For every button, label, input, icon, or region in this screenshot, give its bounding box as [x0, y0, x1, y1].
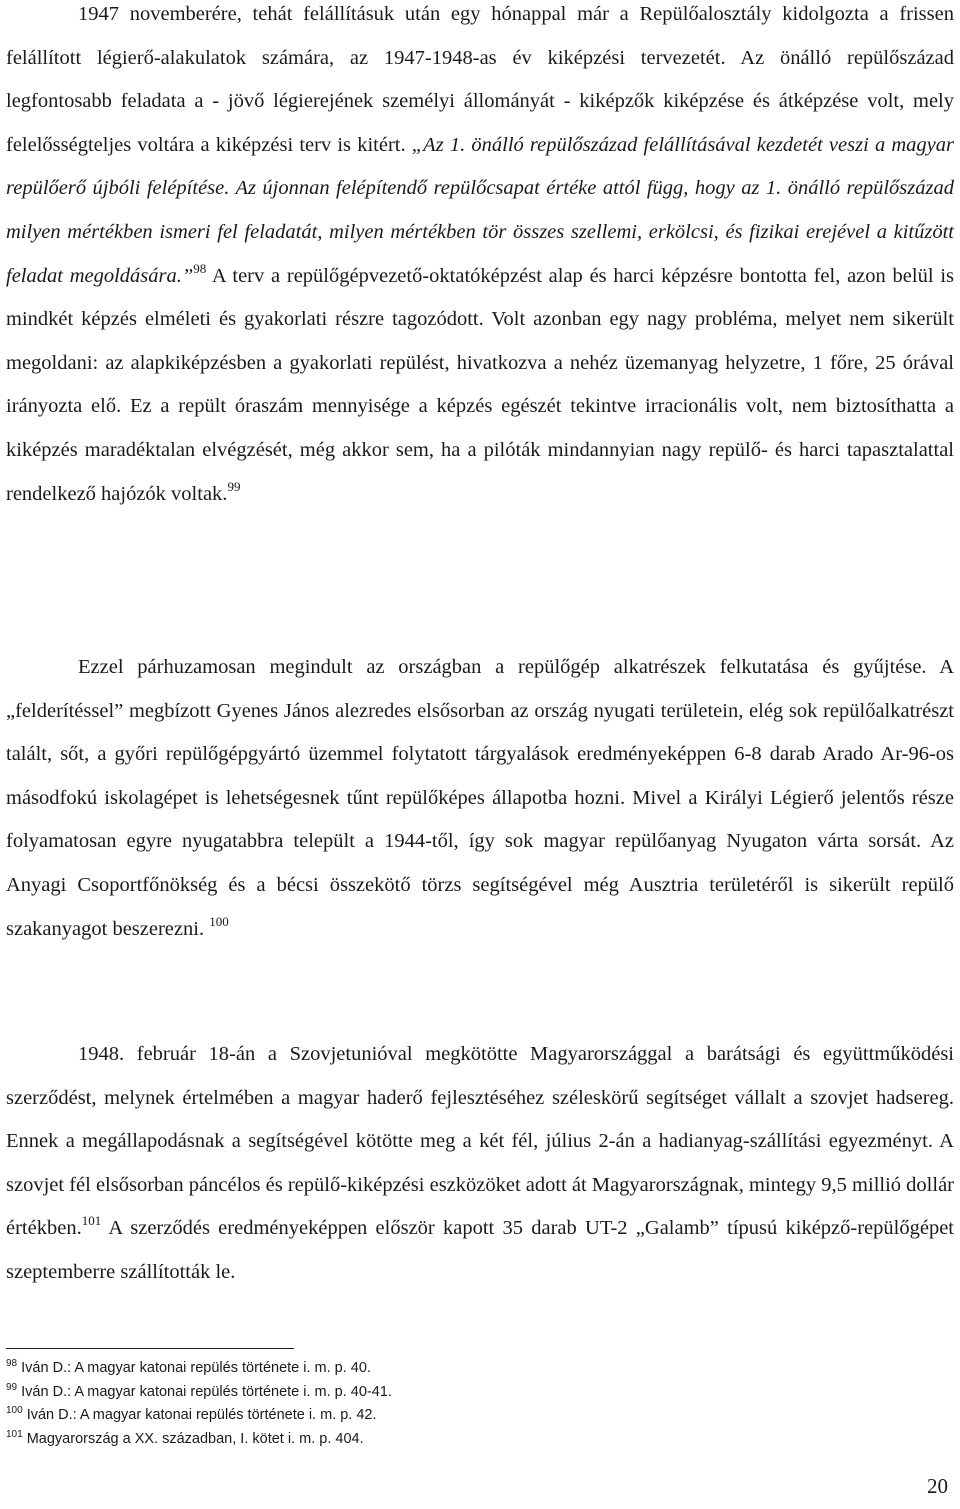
footnote-number: 98: [6, 1358, 18, 1369]
page-number: 20: [927, 1474, 948, 1498]
footnote-ref-99[interactable]: 99: [227, 478, 241, 494]
body-paragraph-3: [6, 1033, 954, 1295]
footnote-text: Iván D.: A magyar katonai repülés története i. m. p. 40.: [21, 1360, 371, 1376]
body-paragraph-1: [6, 0, 954, 516]
footnote-text: Iván D.: A magyar katonai repülés története i. m. p. 42.: [26, 1407, 377, 1423]
footnote-separator: [6, 1348, 294, 1349]
footnote-ref-101[interactable]: 101: [81, 1213, 102, 1229]
paragraph-1-quote: „Az 1. önálló repülőszázad felállításával kezdetét veszi a magyar repülőerő újbóli felépítése. Az újonnan felépítendő repülőcsapat értéke attól függ, hogy az 1. önálló repülőszázad milyen mértékben ismeri fel feladatát, milyen mértékben tör összes szellemi, erkölcsi, és fizikai erejével a kitűzött feladat megoldására.”: [6, 133, 954, 287]
footnote-101: [6, 1428, 946, 1452]
paragraph-2-text: Ezzel párhuzamosan megindult az országban a repülőgép alkatrészek felkutatása és gyűjtése. A „felderítéssel” megbízott Gyenes János alezredes elsősorban az ország nyugati területein, elég sok repülőalkatrészt talált, sőt, a győri repülőgépgyártó üzemmel folytatott tárgyalások eredményeképpen 6-8 darab Arado Ar-96-os másodfokú iskolagépet is lehetségesnek tűnt repülőképes állapotba hozni. Mivel a Királyi Légierő jelentős része folyamatosan egyre nyugatabbra települt a 1944-től, így sok magyar repülőanyag Nyugaton várta sorsát. Az Anyagi Csoportfőnökség és a bécsi összekötő törzs segítségével még Ausztria területéről is sikerült repülő szakanyagot beszerezni.: [6, 656, 954, 940]
footnote-ref-98[interactable]: 98: [193, 260, 207, 276]
footnote-100: [6, 1404, 946, 1428]
footnote-number: 101: [6, 1428, 23, 1440]
paragraph-1-text-a: 1947 novemberére, tehát felállításuk után egy hónappal már a Repülőalosztály kidolgozta a frissen felállított légierő-alakulatok számára, az 1947-1948-as év kiképzési tervezetét. Az önálló repülőszázad legfontosabb feladata a - jövő légierejének személyi állományát - kiképzők kiképzése és átképzése volt, mely felelősségteljes voltára a kiképzési terv is kitért.: [6, 3, 954, 156]
footnotes: [6, 1357, 946, 1451]
footnote-98: [6, 1357, 946, 1381]
footnote-ref-100[interactable]: 100: [209, 913, 229, 929]
paragraph-3-text-b: A szerződés eredményeképpen először kapott 35 darab UT-2 „Galamb” típusú kiképző-repülőgépet szeptemberre szállították le.: [6, 1217, 954, 1283]
paragraph-3-text-a: 1948. február 18-án a Szovjetunióval megkötötte Magyarországgal a barátsági és együttműködési szerződést, melynek értelmében a magyar haderő fejlesztéséhez széleskörű segítséget vállalt a szovjet hadsereg. Ennek a megállapodásnak a segítségével kötötte meg a két fél, július 2-án a hadianyag-szállítási egyezményt. A szovjet fél elsősorban páncélos és repülő-kiképzési eszközöket adott át Magyarországnak, mintegy 9,5 millió dollár értékben.: [6, 1043, 954, 1240]
footnote-text: Iván D.: A magyar katonai repülés története i. m. p. 40-41.: [21, 1383, 392, 1400]
footnote-99: [6, 1381, 946, 1405]
footnote-number: 99: [6, 1381, 18, 1393]
footnote-number: 100: [6, 1405, 23, 1416]
document-page: [6, 0, 954, 1509]
footnote-text: Magyarország a XX. században, I. kötet i. m. p. 404.: [26, 1430, 364, 1447]
body-paragraph-2: [6, 646, 954, 951]
paragraph-1-text-b: A terv a repülőgépvezető-oktatóképzést alap és harci képzésre bontotta fel, azon belül is mindkét képzés elméleti és gyakorlati részre tagozódott. Volt azonban egy nagy probléma, melyet nem sikerült megoldani: az alapkiképzésben a gyakorlati repülést, hivatkozva a nehéz üzemanyag helyzetre, 1 főre, 25 órával irányozta elő. Ez a repült óraszám mennyisége a képzés egészét tekintve irracionális volt, nem biztosíthatta a kiképzés maradéktalan elvégzését, még akkor sem, ha a pilóták mindannyian nagy repülő- és harci tapasztalattal rendelkező hajózók voltak.: [6, 264, 954, 505]
